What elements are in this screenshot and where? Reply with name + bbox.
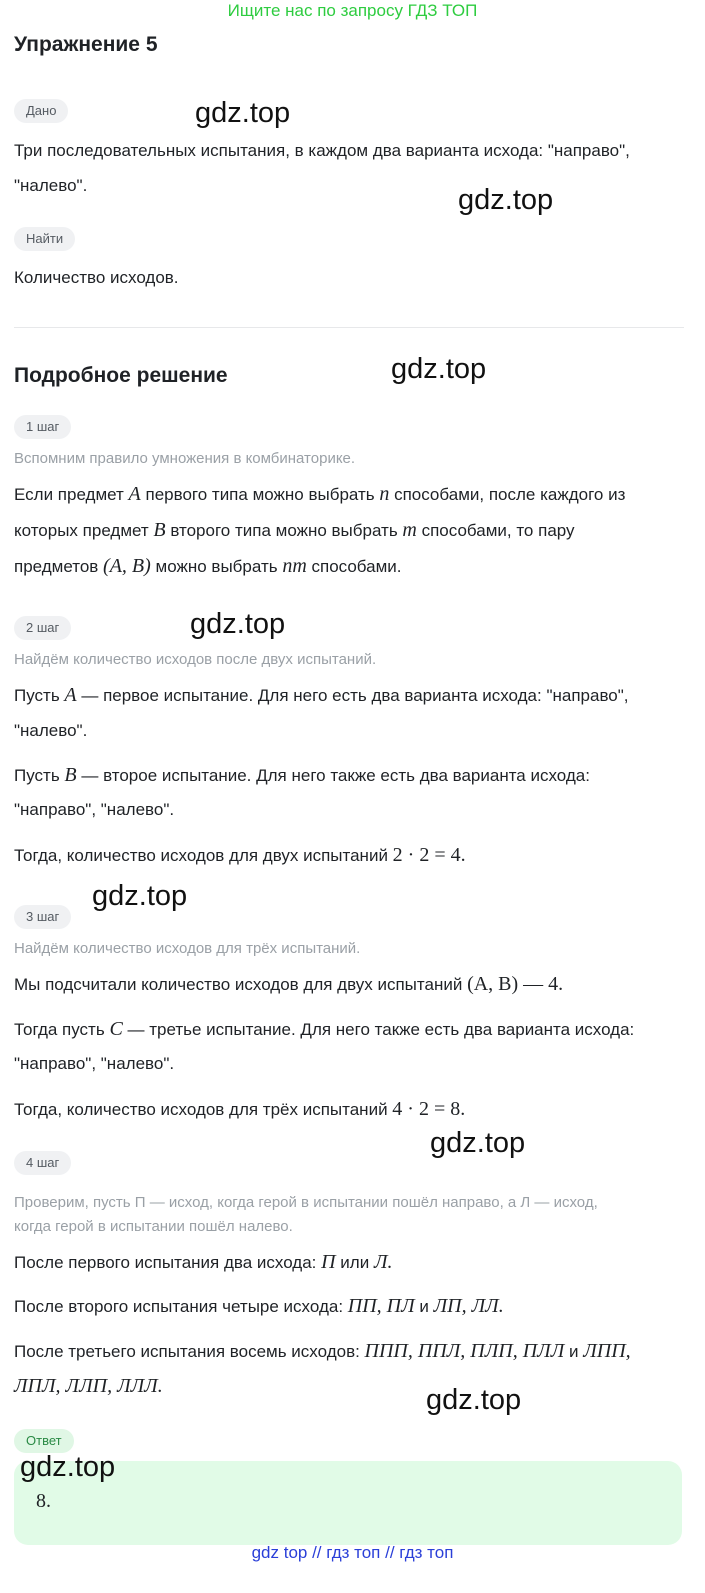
math-expression: A: [64, 684, 77, 706]
step-4-badge: [14, 1151, 71, 1175]
watermark: gdz.top: [92, 880, 188, 912]
text-run: предметов: [14, 557, 104, 576]
watermark: gdz.top: [430, 1127, 526, 1159]
math-expression: ЛП, ЛЛ.: [433, 1295, 504, 1317]
step-1-line2: [14, 512, 575, 549]
given-text-line1: Три последовательных испытания, в каждом два варианта исхода: "направо",: [14, 141, 630, 160]
math-expression: A: [128, 483, 141, 505]
exercise-title: Упражнение 5: [14, 33, 158, 56]
text-run: Пусть: [14, 766, 65, 785]
math-expression: nm: [282, 555, 307, 577]
step-2-p2-line2: "направо", "налево".: [14, 800, 175, 819]
text-run: которых предмет: [14, 521, 154, 540]
math-expression: m: [402, 519, 417, 541]
text-run: После первого испытания два исхода:: [14, 1253, 322, 1272]
step-1-line1: [14, 476, 625, 513]
text-run: — второе испытание. Для него также есть два варианта исхода:: [76, 766, 590, 785]
math-expression: ЛПЛ, ЛЛП, ЛЛЛ.: [14, 1375, 163, 1397]
step-2-hint: Найдём количество исходов после двух испытаний.: [14, 651, 377, 668]
step-1-hint: Вспомним правило умножения в комбинаторике.: [14, 450, 356, 467]
watermark: gdz.top: [190, 608, 286, 640]
watermark: gdz.top: [426, 1384, 522, 1416]
text-run: и: [414, 1297, 434, 1316]
math-expression: B: [64, 764, 77, 786]
text-run: После третьего испытания восемь исходов:: [14, 1342, 365, 1361]
text-run: — третье испытание. Для него также есть два варианта исхода:: [122, 1020, 635, 1039]
math-expression: Л.: [373, 1251, 393, 1273]
step-3-hint: Найдём количество исходов для трёх испытаний.: [14, 940, 361, 957]
text-run: После второго испытания четыре исхода:: [14, 1297, 348, 1316]
math-expression: (A, B): [103, 555, 151, 577]
text-run: способами.: [306, 557, 402, 576]
math-expression: П: [321, 1251, 336, 1273]
solution-title: Подробное решение: [14, 364, 228, 387]
text-run: способами, то пару: [416, 521, 575, 540]
math-expression: 4 · 2 = 8.: [392, 1098, 466, 1120]
math-expression: (A, B) — 4.: [467, 973, 564, 995]
math-expression: ЛПП,: [583, 1340, 631, 1362]
watermark: gdz.top: [391, 353, 487, 385]
step-2-p3: [14, 837, 466, 874]
step-3-label: 3 шаг: [14, 905, 71, 929]
step-4-p3-line1: [14, 1333, 631, 1370]
text-run: Тогда, количество исходов для двух испытаний: [14, 846, 393, 865]
step-2-badge: [14, 616, 71, 640]
math-expression: ППП, ППЛ, ПЛП, ПЛЛ: [364, 1340, 565, 1362]
math-expression: 2 · 2 = 4.: [392, 844, 466, 866]
step-1-label: 1 шаг: [14, 415, 71, 439]
step-4-hint-line2: когда герой в испытании пошёл налево.: [14, 1218, 293, 1235]
answer-value: 8.: [36, 1490, 51, 1512]
step-1-badge: [14, 415, 71, 439]
text-run: Если предмет: [14, 485, 129, 504]
step-3-badge: [14, 905, 71, 929]
step-2-p2-line1: [14, 757, 590, 794]
watermark: gdz.top: [458, 184, 554, 216]
text-run: — первое испытание. Для него есть два варианта исхода: "направо",: [76, 686, 629, 705]
text-run: Мы подсчитали количество исходов для двух испытаний: [14, 975, 468, 994]
text-run: Пусть: [14, 686, 65, 705]
step-3-p1: [14, 966, 563, 1003]
math-expression: B: [153, 519, 166, 541]
step-4-p1: [14, 1244, 392, 1281]
step-4-p3-line2: [14, 1368, 163, 1405]
math-expression: ПП, ПЛ: [347, 1295, 415, 1317]
find-badge: [14, 227, 75, 251]
step-4-hint-line1: Проверим, пусть П — исход, когда герой в испытании пошёл направо, а Л — исход,: [14, 1194, 598, 1211]
step-3-p2-line2: "направо", "налево".: [14, 1054, 175, 1073]
answer-label: Ответ: [14, 1429, 74, 1453]
text-run: второго типа можно выбрать: [165, 521, 403, 540]
step-2-p1-line1: [14, 677, 629, 714]
text-run: способами, после каждого из: [389, 485, 626, 504]
step-4-label: 4 шаг: [14, 1151, 71, 1175]
given-badge: [14, 99, 68, 123]
search-banner: Ищите нас по запросу ГДЗ ТОП: [227, 1, 478, 20]
section-divider: [14, 327, 684, 328]
watermark: gdz.top: [195, 97, 291, 129]
text-run: и: [564, 1342, 584, 1361]
step-3-p3: [14, 1091, 465, 1128]
math-expression: C: [109, 1018, 123, 1040]
step-2-p1-line2: "налево".: [14, 721, 88, 740]
text-run: Тогда пусть: [14, 1020, 110, 1039]
text-run: Тогда, количество исходов для трёх испытаний: [14, 1100, 393, 1119]
step-2-label: 2 шаг: [14, 616, 71, 640]
text-run: первого типа можно выбрать: [140, 485, 380, 504]
watermark: gdz.top: [20, 1451, 116, 1483]
find-text: Количество исходов.: [14, 268, 179, 287]
math-expression: n: [379, 483, 390, 505]
step-3-p2-line1: [14, 1011, 634, 1048]
find-label: Найти: [14, 227, 75, 251]
step-4-p2: [14, 1288, 504, 1325]
text-run: можно выбрать: [150, 557, 283, 576]
footer-links[interactable]: gdz top // гдз топ // гдз топ: [251, 1543, 454, 1562]
given-label: Дано: [14, 99, 68, 123]
step-1-line3: [14, 548, 402, 585]
text-run: или: [335, 1253, 374, 1272]
given-text-line2: "налево".: [14, 176, 88, 195]
